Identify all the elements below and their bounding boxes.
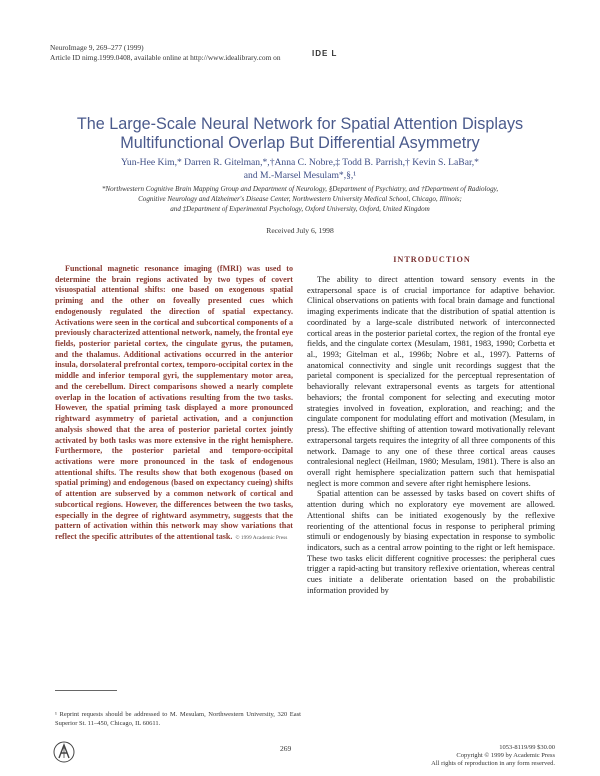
publisher-copyright: Copyright © 1999 by Academic Press: [456, 752, 555, 759]
journal-citation: NeuroImage 9, 269–277 (1999): [50, 43, 144, 52]
received-date: Received July 6, 1998: [266, 226, 334, 235]
affiliation-line-1: *Northwestern Cognitive Brain Mapping Group and Department of Neurology, §Department of Psychiatry, and †Department of Radiology,: [101, 185, 499, 193]
page-number: 269: [280, 744, 292, 753]
article-id: Article ID nimg.1999.0408, available online at http://www.idealibrary.com on: [50, 53, 281, 62]
footnote-divider: [55, 690, 117, 691]
ideal-logo: IDE L: [312, 49, 338, 58]
authors-line-1: Yun-Hee Kim,* Darren R. Gitelman,*,†Anna C. Nobre,‡ Todd B. Parrish,† Kevin S. LaBar,*: [121, 157, 479, 168]
title-line-1: The Large-Scale Neural Network for Spatial Attention Displays: [76, 115, 524, 133]
issn-price: 1053-8119/99 $30.00: [499, 744, 555, 751]
introduction-body: [307, 275, 555, 597]
abstract: [55, 264, 293, 544]
abstract-copyright: © 1999 Academic Press: [235, 534, 288, 541]
affiliation-line-2: Cognitive Neurology and Alzheimer's Disease Center, Northwestern University Medical School, Chicago, Illinois;: [138, 195, 462, 203]
intro-paragraph-2: Spatial attention can be assessed by tasks based on covert shifts of attention during which no exploratory eye movement are allowed. Attentional shifts can be initiated exogenously by the reflexive reorienting of the attentional focus in response to peripheral priming stimuli or endogenously by biasing expectation in response to symbolic indicators, such as a central arrow pointing to the right or left hemispace. These two tasks elicit different cognitive processes: the peripheral cues trigger a rapid-acting but transitory reflexive orientation, whereas central cues initiate a deliberate orientation based on the probabilistic information provided by: [307, 489, 555, 595]
rights-reserved: All rights of reproduction in any form reserved.: [431, 760, 555, 767]
author-list: [70, 157, 530, 182]
abstract-text: Functional magnetic resonance imaging (fMRI) was used to determine the brain regions activated by two types of covert visuospatial attentional shifts: one based on exogenous spatial priming and the other on foveally presented cues which endogenously regulated the direction of spatial expectancy. Activations were seen in the cortical and subcortical components of a previously characterized attentional network, namely, the frontal eye fields, posterior parietal cortex, the cingulate gyrus, the putamen, and the thalamus. Additional activations occurred in the anterior insula, dorsolateral prefrontal cortex, temporo-occipital cortex in the middle and inferior temporal gyri, the supplementary motor area, and the cerebellum. Direct comparisons showed a nearly complete overlap in the location of activations resulting from the two tasks. However, the spatial priming task displayed a more pronounced rightward asymmetry of parietal activation, and a conjunction analysis showed that the area of posterior parietal cortex jointly activated by both tasks was more extensive in the right hemisphere. Furthermore, the posterior parietal and temporo-occipital activations were more pronounced in the task of endogenous attentional shifts. The results show that both exogenous (based on spatial priming) and endogenous (based on expectancy cueing) shifts of attention are subserved by a common network of cortical and subcortical regions. However, the differences between the two tasks, especially in the degree of rightward asymmetry, suggests that the pattern of activation within this network may show variations that reflect the specific attributes of the attentional task.: [55, 264, 293, 541]
affiliation-line-3: and ‡Department of Experimental Psychology, Oxford University, Oxford, United Kingdom: [170, 205, 430, 213]
journal-header: [50, 43, 281, 63]
affiliations: [45, 184, 555, 214]
title-line-2: Multifunctional Overlap But Differential Asymmetry: [120, 134, 480, 152]
academic-press-logo-icon: [53, 741, 75, 763]
section-heading-introduction: INTRODUCTION: [393, 255, 471, 264]
authors-line-2: and M.-Marsel Mesulam*,§,¹: [243, 169, 357, 181]
footnote: ¹ Reprint requests should be addressed to M. Mesulam, Northwestern University, 320 East Superior St. 11–450, Chicago, IL 60611.: [55, 711, 301, 727]
copyright-block: [400, 744, 555, 768]
paper-title: [60, 115, 540, 153]
intro-paragraph-1: The ability to direct attention toward sensory events in the extrapersonal space is of crucial importance for adaptive behavior. Clinical observations on patients with focal brain damage and functional imaging experiments indicate that the distribution of spatial attention is coordinated by a large-scale distributed network of interconnected cortical areas in the posterior parietal cortex, the region of the frontal eye fields, and the cingulate cortex (Mesulam, 1981, 1983, 1990; Corbetta et al., 1993; Gitelman et al., 1996b; Nobre et al., 1997). Patterns of anatomical connectivity and single unit recordings suggest that the parietal component is specialized for the perceptual representation of behaviorally relevant extrapersonal events as targets for attentional behaviors; the frontal component for selecting and executing motor strategies involved in foveation, exploration, and reaching; and the cingulate component for modulating effort and motivation (Mesulam, in press). The effective shifting of attention toward motivationally relevant extrapersonal targets requires the integrity of all three components of this network. Damage to any one of these three cortical areas causes contralesional neglect (Heilman, 1980; Mesulam, 1981). There is also an overall right hemisphere specialization pattern such that hemispatial neglect is more common and severe after right hemisphere lesions.: [307, 275, 555, 488]
